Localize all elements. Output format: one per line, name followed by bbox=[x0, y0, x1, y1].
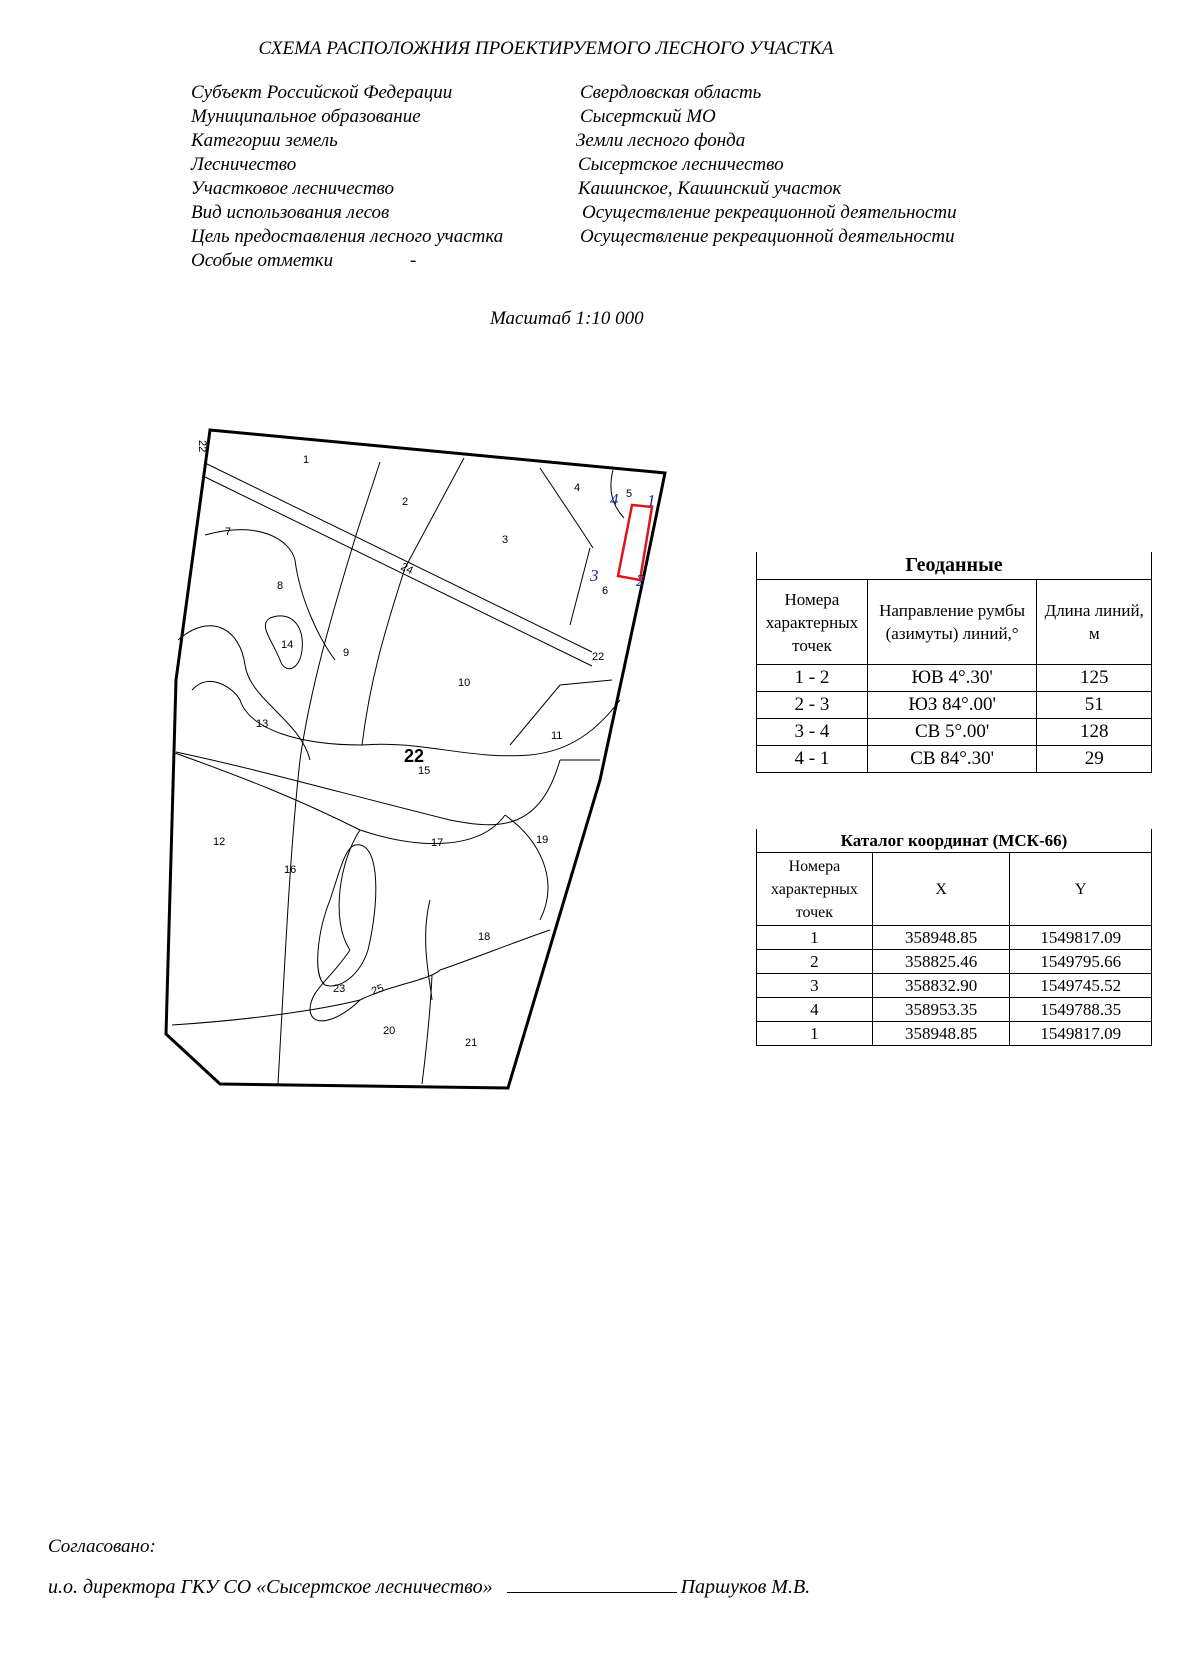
field-value: Кашинское, Кашинский участок bbox=[578, 178, 842, 199]
table-row bbox=[757, 746, 1152, 773]
cell: 1549817.09 bbox=[1010, 926, 1152, 950]
field-value: Осуществление рекреационной деятельности bbox=[582, 202, 957, 223]
table-row bbox=[757, 950, 1152, 974]
cell: 4 - 1 bbox=[757, 746, 868, 773]
field-value: Земли лесного фонда bbox=[576, 130, 746, 151]
parcel-label: 5 bbox=[626, 488, 633, 500]
field-value: Сысертский МО bbox=[580, 106, 716, 127]
parcel-label: 11 bbox=[551, 730, 563, 742]
catalog-caption: Каталог координат (МСК-66) bbox=[757, 829, 1152, 853]
cell: СВ 84°.30' bbox=[867, 746, 1037, 773]
signer-name: Паршуков М.В. bbox=[680, 1576, 811, 1598]
parcel-label: 1 bbox=[303, 454, 310, 466]
cell: 2 bbox=[757, 950, 873, 974]
field-label: Категории земель bbox=[191, 130, 338, 151]
cell: 358825.46 bbox=[872, 950, 1010, 974]
catalog-header: Y bbox=[1010, 853, 1152, 926]
cell: 358948.85 bbox=[872, 1022, 1010, 1046]
cell: 1 bbox=[757, 926, 873, 950]
map-scale: Масштаб 1:10 000 bbox=[490, 308, 644, 329]
coordinates-catalog-table bbox=[756, 829, 1152, 1046]
parcel-label: 10 bbox=[458, 677, 471, 689]
cell: 1 - 2 bbox=[757, 665, 868, 692]
table-row bbox=[757, 719, 1152, 746]
cell: СВ 5°.00' bbox=[867, 719, 1037, 746]
parcel-label: 25 bbox=[369, 982, 386, 998]
parcel-label: 16 bbox=[284, 864, 297, 876]
cell: 358953.35 bbox=[872, 998, 1010, 1022]
cell: 128 bbox=[1037, 719, 1152, 746]
field-value: - bbox=[410, 250, 417, 271]
geodata-header: Номера характерных точек bbox=[757, 580, 868, 665]
field-label: Субъект Российской Федерации bbox=[191, 82, 453, 103]
cell: 358948.85 bbox=[872, 926, 1010, 950]
corner-label: 22 bbox=[196, 440, 208, 453]
catalog-header: Номера характерных точек bbox=[757, 853, 873, 926]
cell: 1 bbox=[757, 1022, 873, 1046]
cell: 358832.90 bbox=[872, 974, 1010, 998]
cell: 4 bbox=[757, 998, 873, 1022]
table-row bbox=[757, 1022, 1152, 1046]
parcel-label: 13 bbox=[256, 718, 269, 730]
signature-line bbox=[48, 1574, 810, 1599]
parcel-label: 9 bbox=[343, 647, 350, 659]
cell: 1549795.66 bbox=[1010, 950, 1152, 974]
cell: 29 bbox=[1037, 746, 1152, 773]
field-label: Участковое лесничество bbox=[191, 178, 395, 199]
geodata-caption: Геоданные bbox=[757, 552, 1152, 580]
parcel-label: 12 bbox=[213, 836, 226, 848]
field-label: Цель предоставления лесного участка bbox=[191, 226, 504, 247]
cell: 125 bbox=[1037, 665, 1152, 692]
parcel-label: 3 bbox=[502, 534, 509, 546]
field-value: Сысертское лесничество bbox=[578, 154, 784, 175]
geodata-header: Направление румбы (азимуты) линий,° bbox=[867, 580, 1037, 665]
parcel-label: 22 bbox=[592, 651, 605, 663]
quarter-number: 22 bbox=[404, 746, 425, 766]
field-label: Лесничество bbox=[191, 154, 297, 175]
cell: ЮВ 4°.30' bbox=[867, 665, 1037, 692]
cell: 2 - 3 bbox=[757, 692, 868, 719]
parcel-label: 7 bbox=[225, 526, 232, 538]
page-title: СХЕМА РАСПОЛОЖНИЯ ПРОЕКТИРУЕМОГО ЛЕСНОГО УЧАСТКА bbox=[258, 38, 834, 59]
parcel-label: 14 bbox=[281, 639, 294, 651]
cell: 1549817.09 bbox=[1010, 1022, 1152, 1046]
signer-position: и.о. директора ГКУ СО «Сысертское лесничество» bbox=[48, 1576, 493, 1598]
field-label: Муниципальное образование bbox=[191, 106, 421, 127]
geodata-table bbox=[756, 552, 1152, 773]
cell: 1549745.52 bbox=[1010, 974, 1152, 998]
point-label: 2 bbox=[636, 571, 645, 590]
table-row bbox=[757, 665, 1152, 692]
parcel-label: 19 bbox=[536, 834, 549, 846]
point-label: 1 bbox=[647, 491, 656, 510]
parcel-label: 21 bbox=[465, 1037, 478, 1049]
geodata-header: Длина линий, м bbox=[1037, 580, 1152, 665]
catalog-header: X bbox=[872, 853, 1010, 926]
parcel-label: 15 bbox=[418, 765, 431, 777]
table-row bbox=[757, 692, 1152, 719]
field-value: Осуществление рекреационной деятельности bbox=[580, 226, 955, 247]
table-row bbox=[757, 974, 1152, 998]
field-value: Свердловская область bbox=[580, 82, 762, 103]
field-label: Вид использования лесов bbox=[191, 202, 390, 223]
parcel-label: 24 bbox=[398, 560, 415, 578]
signature-blank bbox=[507, 1574, 677, 1593]
point-label: 4 bbox=[610, 490, 619, 509]
field-label: Особые отметки bbox=[191, 250, 334, 271]
cell: ЮЗ 84°.00' bbox=[867, 692, 1037, 719]
cell: 3 - 4 bbox=[757, 719, 868, 746]
parcel-label: 17 bbox=[431, 837, 444, 849]
point-label: 3 bbox=[590, 566, 599, 585]
table-row bbox=[757, 998, 1152, 1022]
parcel-label: 8 bbox=[277, 580, 284, 592]
approval-label: Согласовано: bbox=[48, 1536, 156, 1557]
cell: 1549788.35 bbox=[1010, 998, 1152, 1022]
parcel-label: 18 bbox=[478, 931, 491, 943]
parcel-label: 23 bbox=[333, 983, 346, 995]
parcel-label: 6 bbox=[602, 585, 609, 597]
parcel-label: 2 bbox=[402, 496, 409, 508]
cell: 3 bbox=[757, 974, 873, 998]
parcel-label: 20 bbox=[383, 1025, 396, 1037]
cell: 51 bbox=[1037, 692, 1152, 719]
table-row bbox=[757, 926, 1152, 950]
parcel-label: 4 bbox=[574, 482, 581, 494]
